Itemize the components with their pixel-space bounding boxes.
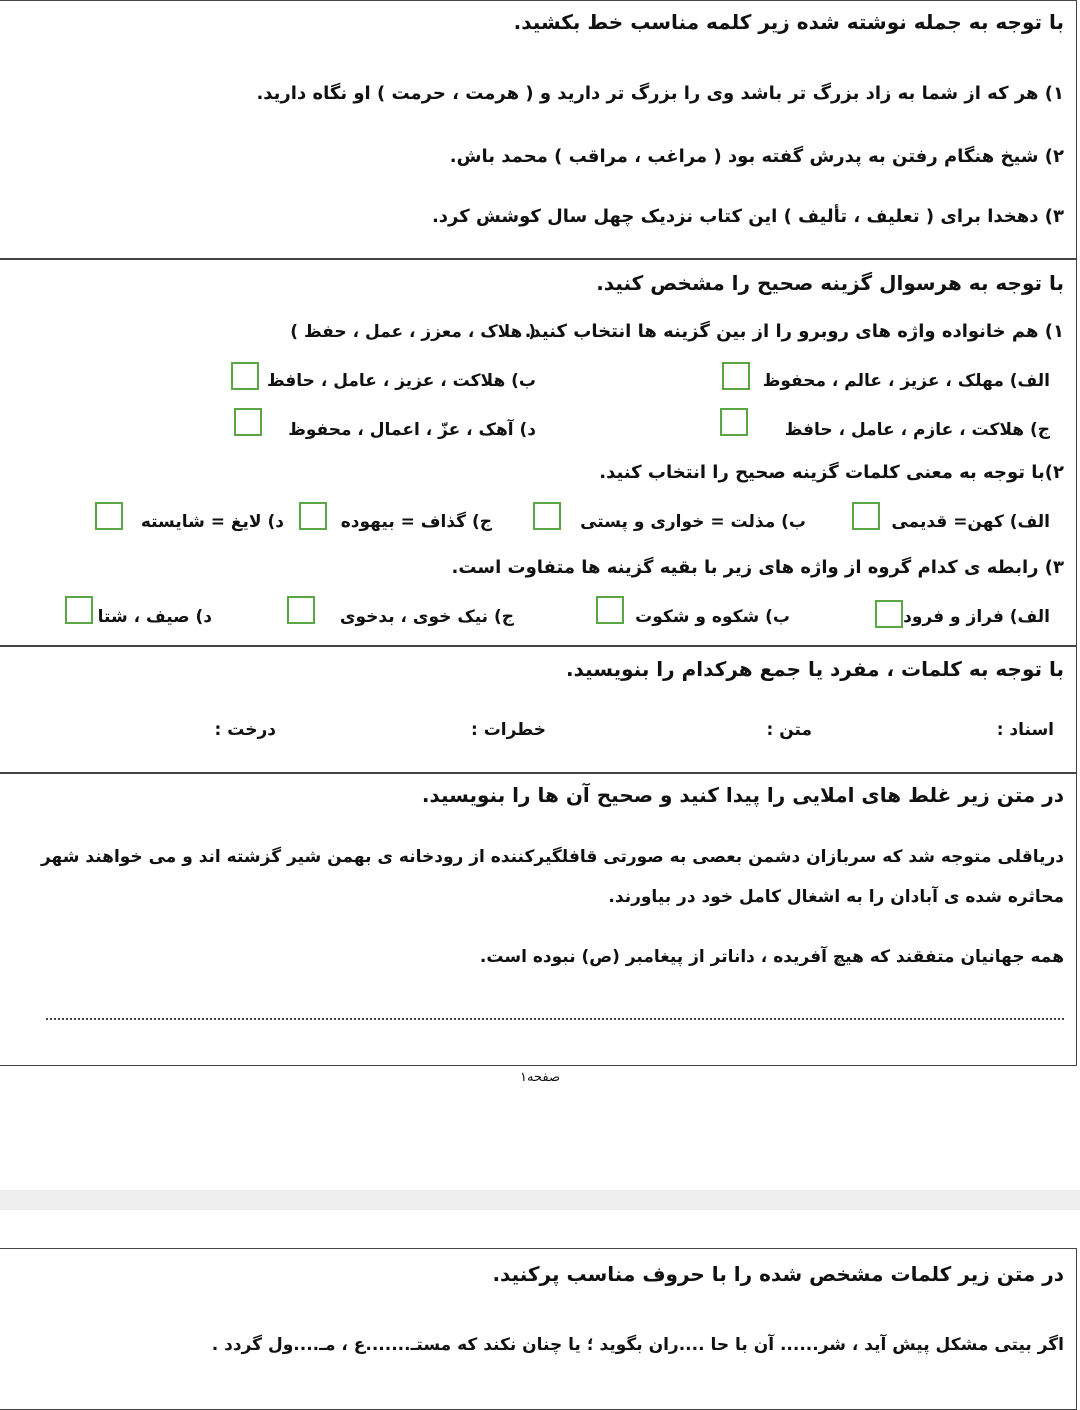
section-multiple-choice [0, 258, 1077, 647]
page-gap [0, 1190, 1080, 1210]
section4-line-1: دریاقلی متوجه شد که سربازان دشمن بعصی به صورتی قافلگیرکننده از رودخانه ی بهمن شیر گزشته اند و می خواهند شهر [40, 847, 1064, 867]
section2-title: با توجه به هرسوال گزینه صحیح را مشخص کنید. [596, 271, 1064, 295]
q1-option-d-checkbox[interactable] [234, 408, 262, 436]
q3-option-a-checkbox[interactable] [875, 600, 903, 628]
q2-option-a: الف) کهن= قدیمی [891, 512, 1050, 532]
q2-option-d: د) لایغ = شایسته [140, 512, 284, 532]
word-khatarat: خطرات : [470, 720, 546, 740]
section1-question-2: ۲) شیخ هنگام رفتن به پدرش گفته بود ( مراغب ، مراقب ) محمد باش. [449, 146, 1064, 167]
q2-option-c: ج) گذاف = بیهوده [340, 512, 492, 532]
section5-line-1: اگر بیتی مشکل پیش آید ، شر...... آن با حا ....ران بگوید ؛ یا چنان نکند که مستـ.......ع ، مـ....ول گردد . [211, 1335, 1064, 1355]
q3-option-c-checkbox[interactable] [287, 596, 315, 624]
worksheet-page-2 [0, 1248, 1080, 1395]
q2-option-a-checkbox[interactable] [852, 502, 880, 530]
page-number-label: صفحه۱ [520, 1070, 560, 1085]
q3-option-d: د) صیف ، شتا [97, 607, 212, 627]
section1-question-1: ۱) هر که از شما به زاد بزرگ تر باشد وی را بزرگ تر دارید و ( هرمت ، حرمت ) او نگاه دارید. [256, 83, 1064, 104]
section1-title: با توجه به جمله نوشته شده زیر کلمه مناسب خط بکشید. [513, 10, 1064, 34]
q3-option-b-checkbox[interactable] [596, 596, 624, 624]
q2-option-d-checkbox[interactable] [95, 502, 123, 530]
q1-text: ۱) هم خانواده واژه های روبرو را از بین گزینه ها انتخاب کنید. [524, 321, 1064, 342]
q1-words: ( هلاک ، معزز ، عمل ، حفظ ) [290, 322, 536, 342]
q1-option-b: ب) هلاکت ، عزیز ، عامل ، حافظ [266, 371, 536, 391]
q2-option-b: ب) مذلت = خواری و پستی [580, 512, 806, 532]
q1-option-a: الف) مهلک ، عزیز ، عالم ، محفوظ [762, 371, 1050, 391]
section1-question-3: ۳) دهخدا برای ( تعلیف ، تألیف ) این کتاب نزدیک چهل سال کوشش کرد. [431, 206, 1064, 227]
q1-option-c: ج) هلاکت ، عازم ، عامل ، حافظ [784, 420, 1050, 440]
q3-option-a: الف) فراز و فرود [903, 607, 1050, 627]
q2-option-c-checkbox[interactable] [299, 502, 327, 530]
q3-option-d-checkbox[interactable] [65, 596, 93, 624]
q3-text: ۳) رابطه ی کدام گروه از واژه های زیر با بقیه گزینه ها متفاوت است. [451, 557, 1064, 578]
word-matn: متن : [766, 720, 812, 740]
section4-line-2: محاثره شده ی آبادان را به اشغال کامل خود در بیاورند. [608, 887, 1064, 907]
section-spelling-errors [0, 772, 1077, 1066]
q1-option-c-checkbox[interactable] [720, 408, 748, 436]
section3-title: با توجه به کلمات ، مفرد یا جمع هرکدام را بنویسید. [565, 657, 1064, 681]
q1-option-d: د) آهک ، عزّ ، اعمال ، محفوظ [288, 420, 536, 440]
word-asnad: اسناد : [996, 720, 1054, 740]
q1-option-b-checkbox[interactable] [231, 362, 259, 390]
answer-dotted-line[interactable] [46, 1018, 1064, 1020]
section5-title: در متن زیر کلمات مشخص شده را با حروف مناسب پرکنید. [492, 1262, 1064, 1286]
word-derakht: درخت : [214, 720, 276, 740]
section4-line-3: همه جهانیان متفقند که هیچ آفریده ، داناتر از پیغامبر (ص) نبوده است. [479, 947, 1064, 967]
q2-text: ۲)با توجه به معنی کلمات گزینه صحیح را انتخاب کنید. [599, 462, 1064, 483]
q2-option-b-checkbox[interactable] [533, 502, 561, 530]
q3-option-b: ب) شکوه و شکوت [635, 607, 790, 627]
q1-option-a-checkbox[interactable] [722, 362, 750, 390]
section4-title: در متن زیر غلط های املایی را پیدا کنید و صحیح آن ها را بنویسید. [421, 783, 1064, 807]
q3-option-c: ج) نیک خوی ، بدخوی [339, 607, 514, 627]
